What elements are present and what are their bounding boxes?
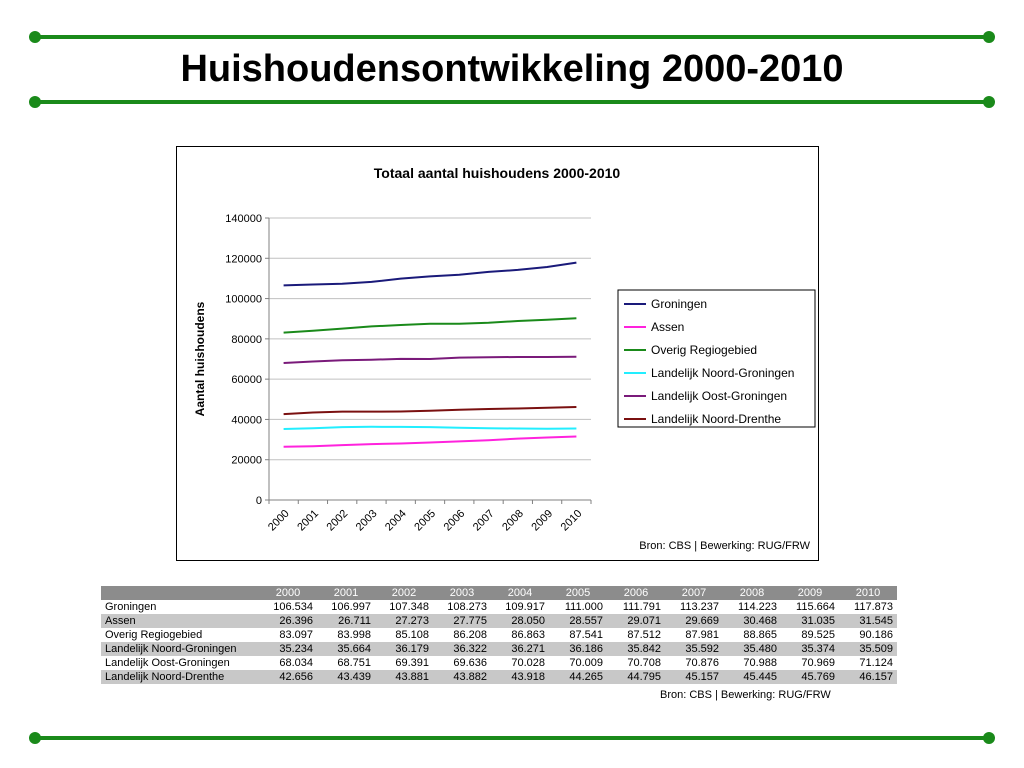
table-cell: 83.998 <box>337 629 371 641</box>
y-tick-label: 40000 <box>231 414 262 427</box>
series-line-landelijk-noord-groningen <box>284 427 577 429</box>
line-chart <box>177 147 818 560</box>
table-header-cell: 2005 <box>549 586 607 600</box>
table-row-label: Landelijk Noord-Drenthe <box>101 670 259 684</box>
table-cell: 29.071 <box>607 614 665 628</box>
table-cell: 43.881 <box>375 670 433 684</box>
table-row-label: Overig Regiogebied <box>105 629 203 641</box>
table-cell: 43.439 <box>317 670 375 684</box>
x-tick-label: 2001 <box>295 507 322 534</box>
x-tick-label: 2000 <box>265 507 292 534</box>
table-source-note: Bron: CBS | Bewerking: RUG/FRW <box>660 689 831 701</box>
table-cell: 26.396 <box>259 614 317 628</box>
table-cell: 107.348 <box>389 601 429 613</box>
data-table <box>101 586 897 684</box>
table-cell: 71.124 <box>859 657 893 669</box>
legend-box <box>618 290 815 427</box>
table-cell: 70.876 <box>685 657 719 669</box>
table-cell: 106.534 <box>273 601 313 613</box>
table-cell: 45.445 <box>723 670 781 684</box>
slide-title: Huishoudensontwikkeling 2000-2010 <box>180 48 844 90</box>
table-cell: 111.000 <box>564 601 603 613</box>
legend-label-assen: Assen <box>651 320 685 334</box>
table-header-cell: 2008 <box>723 586 781 600</box>
y-tick-label: 20000 <box>231 454 262 467</box>
legend-label-landelijk-oost-groningen: Landelijk Oost-Groningen <box>651 389 788 403</box>
table-cell: 31.545 <box>839 614 897 628</box>
table-cell: 70.969 <box>801 657 835 669</box>
x-tick-label: 2004 <box>383 507 409 534</box>
table-row-label: Assen <box>101 614 259 628</box>
table-cell: 35.374 <box>781 642 839 656</box>
chart-container <box>176 146 819 561</box>
legend-label-groningen: Groningen <box>651 297 708 311</box>
table-cell: 45.769 <box>781 670 839 684</box>
table-row-label: Groningen <box>105 601 157 613</box>
table-cell: 36.322 <box>433 642 491 656</box>
top-rule <box>35 35 989 39</box>
table-row-label: Landelijk Oost-Groningen <box>105 657 230 669</box>
y-tick-label: 80000 <box>231 333 262 346</box>
table-cell: 28.557 <box>549 614 607 628</box>
table-corner-cell <box>101 586 259 600</box>
y-axis-label: Aantal huishoudens <box>193 301 207 417</box>
x-tick-label: 2007 <box>470 507 497 534</box>
table-cell: 109.917 <box>505 601 545 613</box>
table-cell: 89.525 <box>801 629 835 641</box>
table-cell: 44.265 <box>549 670 607 684</box>
series-line-groningen <box>284 263 577 286</box>
table-header-cell: 2000 <box>259 586 317 600</box>
series-line-overig-regiogebied <box>284 318 577 332</box>
x-tick-label: 2002 <box>324 507 351 534</box>
table-cell: 27.273 <box>375 614 433 628</box>
table-cell: 114.223 <box>738 601 777 613</box>
table-header-cell: 2006 <box>607 586 665 600</box>
table-row <box>101 670 897 684</box>
table-cell: 88.865 <box>743 629 777 641</box>
y-tick-label: 60000 <box>231 374 262 387</box>
table-cell: 69.636 <box>453 657 487 669</box>
table-cell: 43.882 <box>433 670 491 684</box>
table-header-cell: 2003 <box>433 586 491 600</box>
table-row <box>101 600 897 614</box>
table-cell: 70.009 <box>569 657 603 669</box>
series-line-assen <box>284 437 577 447</box>
table-cell: 26.711 <box>317 614 375 628</box>
table-cell: 87.541 <box>569 629 603 641</box>
x-tick-label: 2006 <box>441 507 468 534</box>
table-cell: 85.108 <box>395 629 429 641</box>
table-cell: 83.097 <box>279 629 313 641</box>
table-cell: 27.775 <box>433 614 491 628</box>
legend-label-landelijk-noord-drenthe: Landelijk Noord-Drenthe <box>651 412 782 426</box>
table-header-cell: 2001 <box>317 586 375 600</box>
x-tick-label: 2003 <box>353 507 380 534</box>
table-cell: 86.208 <box>453 629 487 641</box>
y-tick-label: 100000 <box>225 293 262 306</box>
table-cell: 35.842 <box>607 642 665 656</box>
table-cell: 87.512 <box>627 629 661 641</box>
table-header-row <box>101 586 897 600</box>
series-line-landelijk-oost-groningen <box>284 357 577 363</box>
table-cell: 68.034 <box>279 657 313 669</box>
table-row <box>101 614 897 628</box>
table-cell: 70.028 <box>511 657 545 669</box>
table-cell: 43.918 <box>491 670 549 684</box>
table-cell: 68.751 <box>337 657 371 669</box>
table-cell: 36.179 <box>375 642 433 656</box>
table-cell: 35.480 <box>723 642 781 656</box>
table-cell: 117.873 <box>854 601 893 613</box>
x-tick-label: 2005 <box>412 507 439 534</box>
table-cell: 35.592 <box>665 642 723 656</box>
table-cell: 29.669 <box>665 614 723 628</box>
table-header-cell: 2009 <box>781 586 839 600</box>
table-cell: 35.509 <box>839 642 897 656</box>
table-cell: 45.157 <box>665 670 723 684</box>
table-row-label: Landelijk Noord-Groningen <box>101 642 259 656</box>
table-row <box>101 628 897 642</box>
table-cell: 70.988 <box>743 657 777 669</box>
table-cell: 113.237 <box>680 601 719 613</box>
table-cell: 30.468 <box>723 614 781 628</box>
table-cell: 36.271 <box>491 642 549 656</box>
table-header-cell: 2004 <box>491 586 549 600</box>
table-cell: 86.863 <box>511 629 545 641</box>
table-header-cell: 2010 <box>839 586 897 600</box>
title-underline-rule <box>35 100 989 104</box>
table-row <box>101 656 897 670</box>
table-row <box>101 642 897 656</box>
table-cell: 28.050 <box>491 614 549 628</box>
table-cell: 35.234 <box>259 642 317 656</box>
legend-label-overig-regiogebied: Overig Regiogebied <box>651 343 758 357</box>
x-tick-label: 2010 <box>558 507 585 534</box>
legend-label-landelijk-noord-groningen: Landelijk Noord-Groningen <box>651 366 795 380</box>
table-cell: 108.273 <box>447 601 487 613</box>
chart-source-note: Bron: CBS | Bewerking: RUG/FRW <box>639 540 810 552</box>
table-cell: 70.708 <box>627 657 661 669</box>
bottom-rule <box>35 736 989 740</box>
table-cell: 46.157 <box>839 670 897 684</box>
table-body <box>101 600 897 684</box>
table-cell: 69.391 <box>395 657 429 669</box>
table-cell: 36.186 <box>549 642 607 656</box>
x-tick-label: 2009 <box>529 507 556 534</box>
y-tick-label: 0 <box>255 495 262 507</box>
series-line-landelijk-noord-drenthe <box>284 407 577 414</box>
y-tick-label: 140000 <box>225 213 262 225</box>
table-cell: 31.035 <box>781 614 839 628</box>
table-cell: 42.656 <box>259 670 317 684</box>
table-cell: 90.186 <box>859 629 893 641</box>
table-header-cell: 2002 <box>375 586 433 600</box>
table-cell: 44.795 <box>607 670 665 684</box>
table-cell: 115.664 <box>796 601 835 613</box>
table-cell: 87.981 <box>685 629 719 641</box>
table-cell: 106.997 <box>331 601 371 613</box>
table-header-cell: 2007 <box>665 586 723 600</box>
x-tick-label: 2008 <box>500 507 526 534</box>
chart-title: Totaal aantal huishoudens 2000-2010 <box>373 165 621 181</box>
y-tick-label: 120000 <box>225 253 262 266</box>
table-cell: 35.664 <box>317 642 375 656</box>
table-cell: 111.791 <box>622 601 661 613</box>
